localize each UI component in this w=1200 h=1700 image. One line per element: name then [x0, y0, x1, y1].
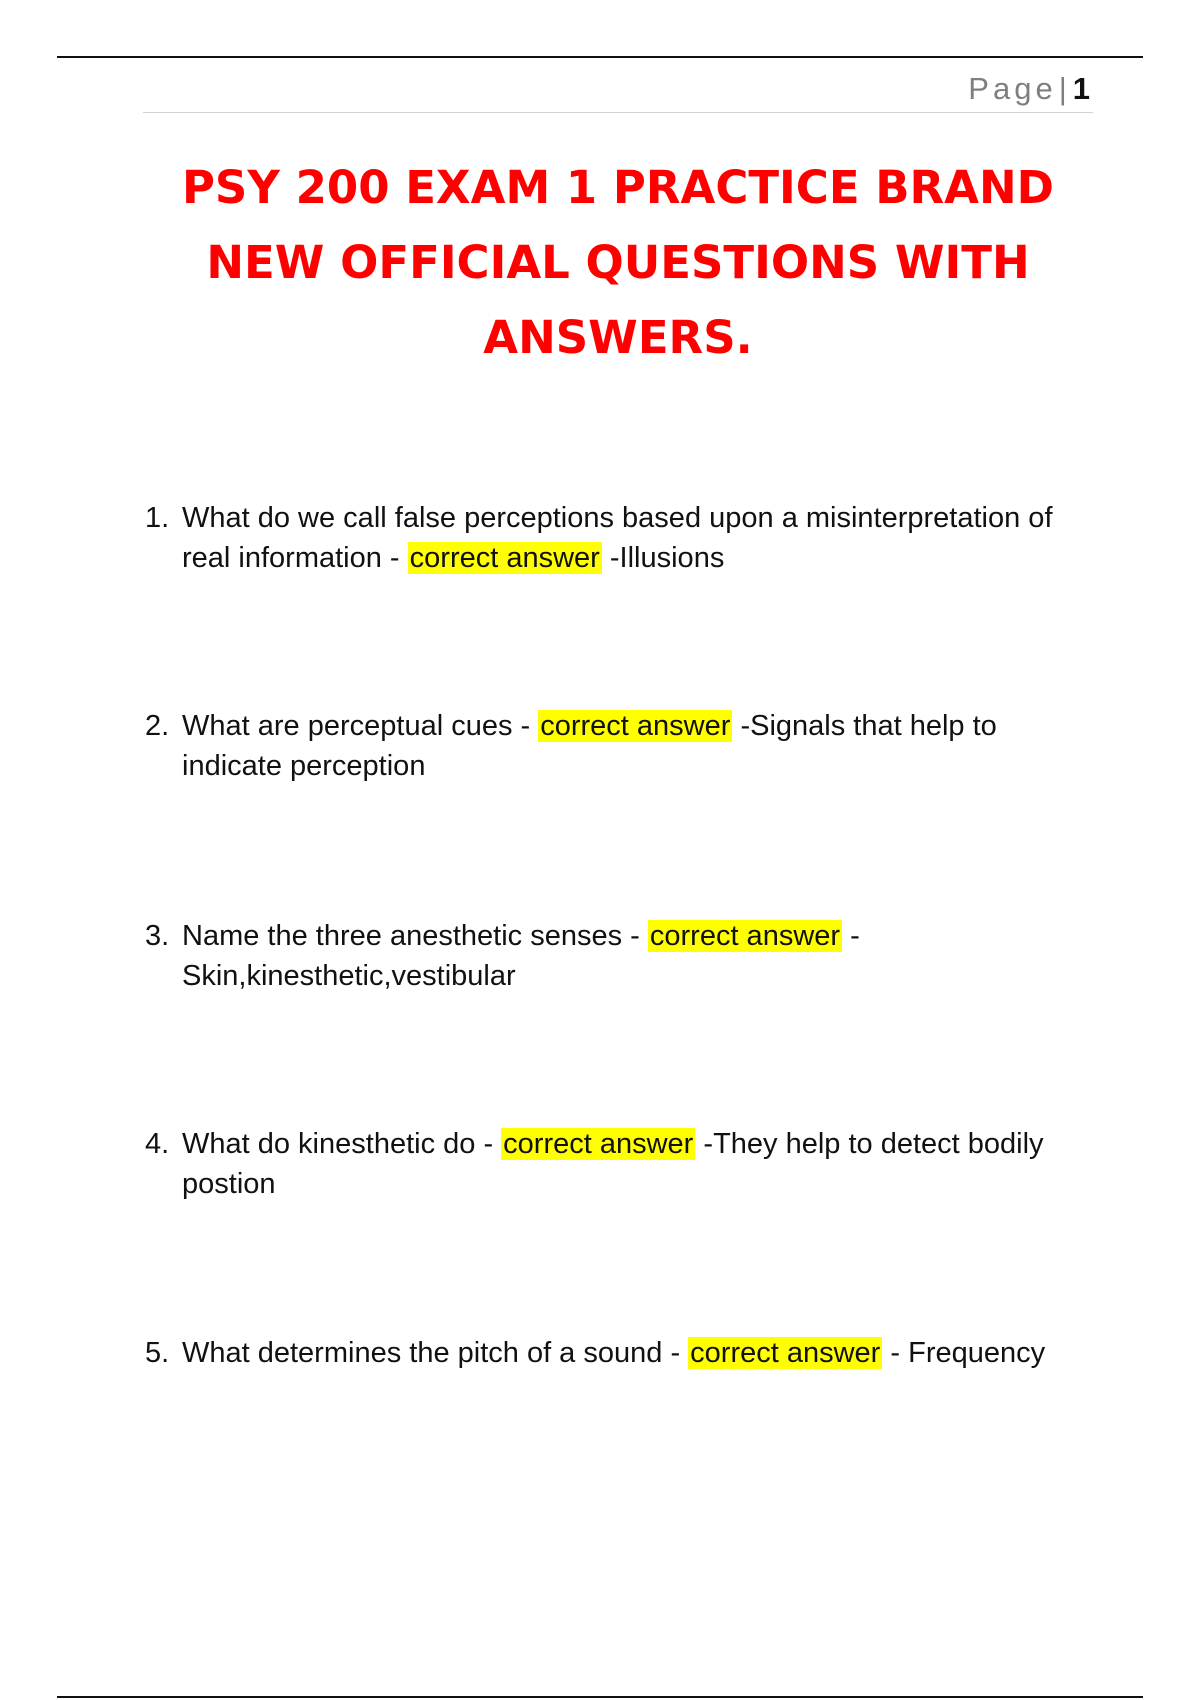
question-text: What do kinesthetic do -: [182, 1128, 494, 1160]
page-separator: |: [1058, 71, 1067, 106]
question-number: 4.: [145, 1128, 170, 1160]
answer-text: -They help to detect bodily postion: [182, 1128, 1044, 1200]
question-text: What determines the pitch of a sound -: [182, 1337, 681, 1369]
correct-answer-highlight: correct answer: [409, 542, 600, 574]
question-number: 1.: [145, 502, 170, 534]
question-body: [182, 706, 1095, 786]
question-body: [182, 1333, 1095, 1373]
question-body: [182, 1124, 1095, 1204]
question-body: [182, 498, 1095, 578]
question-item-1: [145, 498, 1095, 578]
document-title: PSY 200 EXAM 1 PRACTICE BRAND NEW OFFICIAL QUESTIONS WITH ANSWERS.: [181, 161, 1055, 364]
page-number: 1: [1072, 71, 1090, 106]
question-body: [182, 916, 1095, 996]
answer-text: -Illusions: [609, 542, 725, 574]
page-word: Page: [968, 71, 1057, 106]
question-text: What are perceptual cues -: [182, 710, 531, 742]
answer-text: -Signals that help to indicate perception: [182, 710, 997, 782]
question-number: 3.: [145, 920, 170, 952]
question-text: What do we call false perceptions based upon a misinterpretation of real information -: [182, 502, 1053, 574]
question-item-2: [145, 706, 1095, 786]
top-rule: [57, 56, 1143, 58]
bottom-rule: [57, 1696, 1143, 1698]
question-item-4: [145, 1124, 1095, 1204]
question-text: Name the three anesthetic senses -: [182, 920, 640, 952]
correct-answer-highlight: correct answer: [649, 920, 841, 952]
correct-answer-highlight: correct answer: [540, 710, 731, 742]
question-item-5: [145, 1333, 1095, 1373]
question-number: 5.: [145, 1337, 170, 1369]
correct-answer-highlight: correct answer: [690, 1337, 881, 1369]
correct-answer-highlight: correct answer: [503, 1128, 694, 1160]
answer-text: - Frequency: [890, 1337, 1046, 1369]
answer-text: - Skin,kinesthetic,vestibular: [182, 920, 860, 992]
page-header: [143, 62, 1093, 113]
page-number-label: [968, 71, 1090, 107]
question-item-3: [145, 916, 1095, 996]
question-number: 2.: [145, 710, 170, 742]
